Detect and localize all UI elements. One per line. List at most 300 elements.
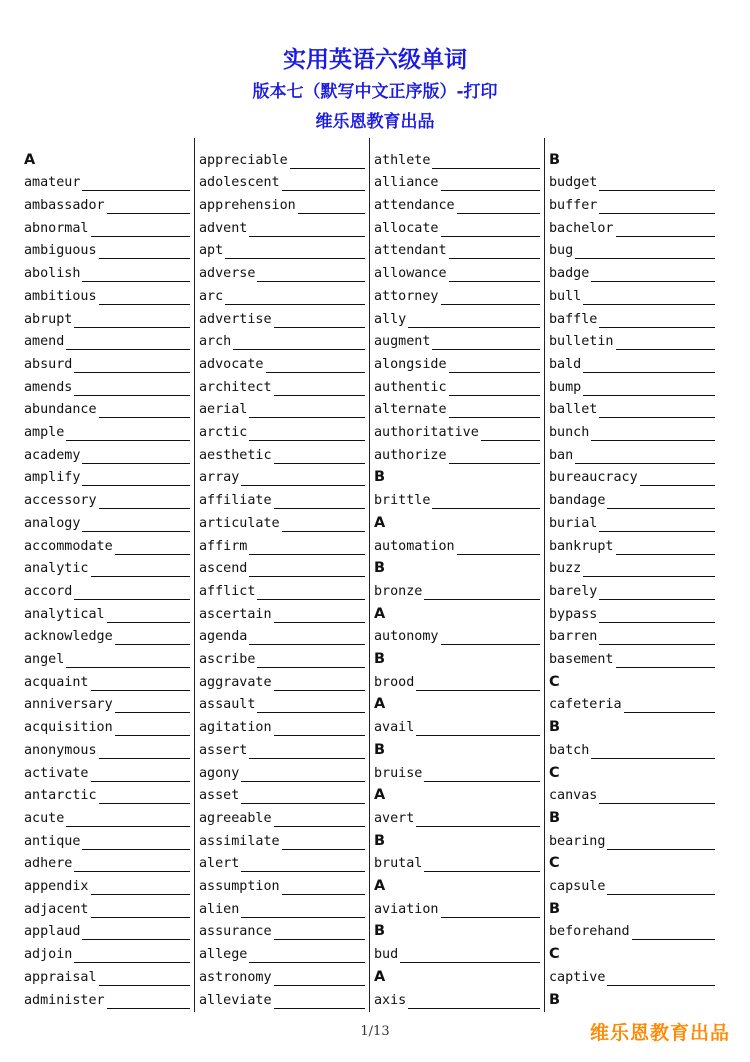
vocab-word: anonymous <box>24 742 97 758</box>
vocab-word: adolescent <box>199 175 280 191</box>
vocab-word: applaud <box>24 924 81 940</box>
vocab-word: assimilate <box>199 833 280 849</box>
word-row <box>199 691 365 714</box>
vocab-word: agony <box>199 765 240 781</box>
word-row <box>24 577 190 600</box>
answer-blank-line <box>99 494 190 509</box>
word-row <box>374 396 540 419</box>
word-row <box>549 191 715 214</box>
answer-blank-line <box>481 426 540 441</box>
answer-blank-line <box>599 517 715 532</box>
vocab-word: batch <box>549 742 590 758</box>
section-letter-row <box>374 782 540 805</box>
word-row <box>24 237 190 260</box>
answer-blank-line <box>575 244 715 259</box>
vocab-word: acquaint <box>24 674 89 690</box>
vocab-word: avert <box>374 810 415 826</box>
answer-blank-line <box>274 608 365 623</box>
answer-blank-line <box>432 154 540 169</box>
word-row <box>24 282 190 305</box>
vocab-word: attorney <box>374 288 439 304</box>
vocab-word: axis <box>374 992 407 1008</box>
vocab-word: attendant <box>374 243 447 259</box>
column-divider <box>369 138 370 1012</box>
word-row <box>24 850 190 873</box>
word-row <box>199 487 365 510</box>
answer-blank-line <box>257 585 365 600</box>
word-row <box>199 895 365 918</box>
answer-blank-line <box>441 176 541 191</box>
answer-blank-line <box>583 358 715 373</box>
word-row <box>199 645 365 668</box>
word-row <box>24 487 190 510</box>
section-letter: A <box>374 968 386 985</box>
section-letter: B <box>374 469 386 486</box>
answer-blank-line <box>99 244 190 259</box>
answer-blank-line <box>599 630 715 645</box>
vocab-word: assert <box>199 742 248 758</box>
vocab-word: aesthetic <box>199 447 272 463</box>
column-divider <box>544 138 545 1012</box>
answer-blank-line <box>66 426 190 441</box>
answer-blank-line <box>599 199 715 214</box>
answer-blank-line <box>241 857 365 872</box>
vocab-word: adjacent <box>24 901 89 917</box>
answer-blank-line <box>449 267 540 282</box>
answer-blank-line <box>640 471 715 486</box>
vocab-word: bronze <box>374 583 423 599</box>
vocab-word: abrupt <box>24 311 73 327</box>
answer-blank-line <box>82 176 190 191</box>
section-letter: C <box>549 946 560 963</box>
vocab-word: abnormal <box>24 220 89 236</box>
word-row <box>199 305 365 328</box>
vocab-word: buzz <box>549 561 582 577</box>
word-row <box>24 941 190 964</box>
word-row <box>24 191 190 214</box>
answer-blank-line <box>591 426 715 441</box>
section-letter: B <box>549 151 561 168</box>
answer-blank-line <box>91 903 191 918</box>
answer-blank-line <box>449 244 540 259</box>
section-letter: B <box>549 900 561 917</box>
answer-blank-line <box>82 267 190 282</box>
vocab-word: alien <box>199 901 240 917</box>
section-letter: A <box>374 696 386 713</box>
word-row <box>374 941 540 964</box>
word-row <box>374 441 540 464</box>
word-row <box>374 260 540 283</box>
answer-blank-line <box>599 608 715 623</box>
vocab-word: brood <box>374 674 415 690</box>
word-row <box>24 623 190 646</box>
word-row <box>549 350 715 373</box>
answer-blank-line <box>449 403 540 418</box>
word-row <box>199 872 365 895</box>
vocab-word: alert <box>199 856 240 872</box>
section-letter-row <box>374 645 540 668</box>
answer-blank-line <box>274 925 365 940</box>
answer-blank-line <box>225 290 365 305</box>
answer-blank-line <box>616 222 716 237</box>
vocab-word: ambitious <box>24 288 97 304</box>
answer-blank-line <box>66 653 190 668</box>
answer-blank-line <box>607 494 715 509</box>
vocab-word: arch <box>199 334 232 350</box>
word-row <box>549 169 715 192</box>
vocab-word: ascertain <box>199 606 272 622</box>
section-letter-row <box>374 555 540 578</box>
vocab-word: capsule <box>549 879 606 895</box>
answer-blank-line <box>99 971 190 986</box>
answer-blank-line <box>241 471 365 486</box>
vocab-word: authentic <box>374 379 447 395</box>
answer-blank-line <box>249 403 365 418</box>
word-row <box>199 260 365 283</box>
vocab-word: amend <box>24 334 65 350</box>
word-row <box>549 827 715 850</box>
section-letter: B <box>374 832 386 849</box>
word-row <box>374 623 540 646</box>
vocab-word: alternate <box>374 402 447 418</box>
answer-blank-line <box>616 653 716 668</box>
answer-blank-line <box>282 176 365 191</box>
answer-blank-line <box>66 335 190 350</box>
word-row <box>374 328 540 351</box>
vocab-word: abolish <box>24 266 81 282</box>
vocab-word: badge <box>549 266 590 282</box>
answer-blank-line <box>115 540 190 555</box>
word-row <box>199 827 365 850</box>
vocab-word: bandage <box>549 493 606 509</box>
word-row <box>24 214 190 237</box>
answer-blank-line <box>257 653 365 668</box>
word-row <box>199 555 365 578</box>
vocab-word: adjoin <box>24 947 73 963</box>
answer-blank-line <box>274 721 365 736</box>
vocab-word: authorize <box>374 447 447 463</box>
answer-blank-line <box>416 812 540 827</box>
answer-blank-line <box>449 358 540 373</box>
vocab-word: buffer <box>549 198 598 214</box>
section-letter-row <box>549 941 715 964</box>
vocab-word: ballet <box>549 402 598 418</box>
vocab-word: afflict <box>199 583 256 599</box>
word-row <box>199 328 365 351</box>
section-letter: B <box>374 560 386 577</box>
vocab-word: arc <box>199 288 224 304</box>
vocab-word: cafeteria <box>549 697 622 713</box>
answer-blank-line <box>115 721 190 736</box>
word-row <box>199 282 365 305</box>
answer-blank-line <box>591 267 715 282</box>
vocab-word: canvas <box>549 788 598 804</box>
answer-blank-line <box>274 381 365 396</box>
vocab-word: bankrupt <box>549 538 614 554</box>
answer-blank-line <box>583 381 715 396</box>
section-letter: A <box>374 605 386 622</box>
answer-blank-line <box>599 789 715 804</box>
answer-blank-line <box>599 403 715 418</box>
vocab-word: amplify <box>24 470 81 486</box>
word-row <box>374 804 540 827</box>
section-letter: C <box>549 673 560 690</box>
word-row <box>24 759 190 782</box>
answer-blank-line <box>82 835 190 850</box>
word-row <box>199 600 365 623</box>
answer-blank-line <box>400 948 540 963</box>
vocab-word: accommodate <box>24 538 113 554</box>
word-row <box>374 986 540 1009</box>
word-row <box>549 282 715 305</box>
section-letter-row <box>549 804 715 827</box>
word-row <box>24 804 190 827</box>
answer-blank-line <box>91 562 191 577</box>
vocab-word: array <box>199 470 240 486</box>
answer-blank-line <box>74 358 190 373</box>
vocab-word: analogy <box>24 515 81 531</box>
word-row <box>24 464 190 487</box>
vocab-word: angel <box>24 652 65 668</box>
vocab-word: brutal <box>374 856 423 872</box>
vocab-word: advertise <box>199 311 272 327</box>
vocab-word: baffle <box>549 311 598 327</box>
word-row <box>24 645 190 668</box>
answer-blank-line <box>257 267 365 282</box>
answer-blank-line <box>74 857 190 872</box>
answer-blank-line <box>266 358 366 373</box>
word-row <box>374 532 540 555</box>
word-row <box>549 577 715 600</box>
vocab-word: arctic <box>199 425 248 441</box>
vocab-word: agitation <box>199 720 272 736</box>
answer-blank-line <box>107 994 190 1009</box>
vocab-word: alleviate <box>199 992 272 1008</box>
answer-blank-line <box>249 426 365 441</box>
vocab-word: apprehension <box>199 198 296 214</box>
word-row <box>374 350 540 373</box>
word-row <box>549 736 715 759</box>
word-row <box>549 645 715 668</box>
answer-blank-line <box>408 313 540 328</box>
word-row <box>199 373 365 396</box>
answer-blank-line <box>408 994 540 1009</box>
word-row <box>374 759 540 782</box>
word-row <box>24 396 190 419</box>
word-row <box>549 237 715 260</box>
vocab-word: antarctic <box>24 788 97 804</box>
answer-blank-line <box>449 381 540 396</box>
answer-blank-line <box>91 676 191 691</box>
word-row <box>199 782 365 805</box>
answer-blank-line <box>82 517 190 532</box>
vocab-word: allege <box>199 947 248 963</box>
word-row <box>374 487 540 510</box>
answer-blank-line <box>583 290 715 305</box>
word-row <box>199 850 365 873</box>
section-letter: C <box>549 855 560 872</box>
vocab-word: appraisal <box>24 969 97 985</box>
vocab-word: bug <box>549 243 574 259</box>
section-letter: A <box>374 787 386 804</box>
answer-blank-line <box>591 744 715 759</box>
vocab-word: absurd <box>24 356 73 372</box>
vocab-word: basement <box>549 652 614 668</box>
vocab-word: bulletin <box>549 334 614 350</box>
word-row <box>549 509 715 532</box>
word-column-4 <box>549 146 715 1012</box>
vocab-word: analytical <box>24 606 105 622</box>
answer-blank-line <box>99 403 190 418</box>
section-letter: C <box>549 764 560 781</box>
answer-blank-line <box>282 835 365 850</box>
vocab-word: academy <box>24 447 81 463</box>
word-row <box>374 668 540 691</box>
vocab-word: aggravate <box>199 674 272 690</box>
word-row <box>24 600 190 623</box>
answer-blank-line <box>241 767 365 782</box>
word-row <box>24 691 190 714</box>
word-row <box>24 350 190 373</box>
word-row <box>374 714 540 737</box>
answer-blank-line <box>607 835 715 850</box>
vocab-word: authoritative <box>374 425 479 441</box>
word-row <box>199 986 365 1009</box>
answer-blank-line <box>441 290 541 305</box>
answer-blank-line <box>441 222 541 237</box>
vocab-word: bachelor <box>549 220 614 236</box>
answer-blank-line <box>74 585 190 600</box>
vocab-word: appendix <box>24 879 89 895</box>
word-row <box>199 441 365 464</box>
word-row <box>199 464 365 487</box>
page-title: 实用英语六级单词 <box>283 47 467 73</box>
vocab-word: bump <box>549 379 582 395</box>
answer-blank-line <box>91 880 191 895</box>
vocab-word: allocate <box>374 220 439 236</box>
answer-blank-line <box>225 244 365 259</box>
word-row <box>24 918 190 941</box>
word-row <box>24 714 190 737</box>
vocab-word: assault <box>199 697 256 713</box>
section-letter-row <box>549 668 715 691</box>
answer-blank-line <box>107 199 190 214</box>
answer-blank-line <box>607 880 715 895</box>
section-letter: A <box>24 151 36 168</box>
section-letter: B <box>374 923 386 940</box>
vocab-word: bull <box>549 288 582 304</box>
vocab-word: amateur <box>24 175 81 191</box>
word-row <box>549 441 715 464</box>
answer-blank-line <box>241 789 365 804</box>
answer-blank-line <box>249 540 365 555</box>
page-header <box>0 44 750 136</box>
answer-blank-line <box>249 744 365 759</box>
vocab-word: bypass <box>549 606 598 622</box>
section-letter-row <box>549 850 715 873</box>
section-letter: A <box>374 514 386 531</box>
vocab-word: abundance <box>24 402 97 418</box>
word-row <box>374 418 540 441</box>
section-letter-row <box>549 895 715 918</box>
word-row <box>549 487 715 510</box>
vocab-word: ascend <box>199 561 248 577</box>
answer-blank-line <box>274 812 365 827</box>
section-letter-row <box>374 963 540 986</box>
word-row <box>549 600 715 623</box>
vocab-word: avail <box>374 720 415 736</box>
word-row <box>374 191 540 214</box>
vocab-word: articulate <box>199 515 280 531</box>
answer-blank-line <box>449 449 540 464</box>
answer-blank-line <box>274 676 365 691</box>
vocab-word: burial <box>549 515 598 531</box>
word-row <box>374 305 540 328</box>
watermark-logo: 维乐恩教育出品 <box>589 1022 730 1044</box>
word-row <box>374 895 540 918</box>
vocab-word: athlete <box>374 152 431 168</box>
answer-blank-line <box>607 971 715 986</box>
word-row <box>549 396 715 419</box>
answer-blank-line <box>599 176 715 191</box>
answer-blank-line <box>249 630 365 645</box>
answer-blank-line <box>616 335 716 350</box>
word-row <box>199 418 365 441</box>
word-row <box>199 623 365 646</box>
answer-blank-line <box>107 608 190 623</box>
answer-blank-line <box>82 471 190 486</box>
word-row <box>374 577 540 600</box>
vocab-word: budget <box>549 175 598 191</box>
answer-blank-line <box>249 222 365 237</box>
section-letter: B <box>549 809 561 826</box>
section-letter-row <box>24 146 190 169</box>
vocab-word: asset <box>199 788 240 804</box>
vocab-word: bunch <box>549 425 590 441</box>
word-row <box>24 782 190 805</box>
vocab-word: astronomy <box>199 969 272 985</box>
vocab-word: ascribe <box>199 652 256 668</box>
vocab-word: analytic <box>24 561 89 577</box>
word-row <box>24 418 190 441</box>
answer-blank-line <box>66 812 190 827</box>
vocab-word: beforehand <box>549 924 630 940</box>
word-row <box>199 941 365 964</box>
answer-blank-line <box>91 222 191 237</box>
word-row <box>24 736 190 759</box>
answer-blank-line <box>274 494 365 509</box>
vocab-word: alongside <box>374 356 447 372</box>
section-letter-row <box>549 759 715 782</box>
answer-blank-line <box>233 335 365 350</box>
section-letter-row <box>374 691 540 714</box>
answer-blank-line <box>99 290 190 305</box>
vocab-word: appreciable <box>199 152 288 168</box>
word-row <box>199 509 365 532</box>
publisher-line: 维乐恩教育出品 <box>315 112 435 132</box>
section-letter-row <box>374 600 540 623</box>
vocab-word: bureaucracy <box>549 470 638 486</box>
answer-blank-line <box>249 562 365 577</box>
word-row <box>199 736 365 759</box>
vocab-word: bald <box>549 356 582 372</box>
section-letter: B <box>374 741 386 758</box>
section-letter-row <box>374 827 540 850</box>
word-column-1 <box>24 146 190 1012</box>
vocab-word: ample <box>24 425 65 441</box>
word-row <box>549 418 715 441</box>
word-row <box>374 850 540 873</box>
